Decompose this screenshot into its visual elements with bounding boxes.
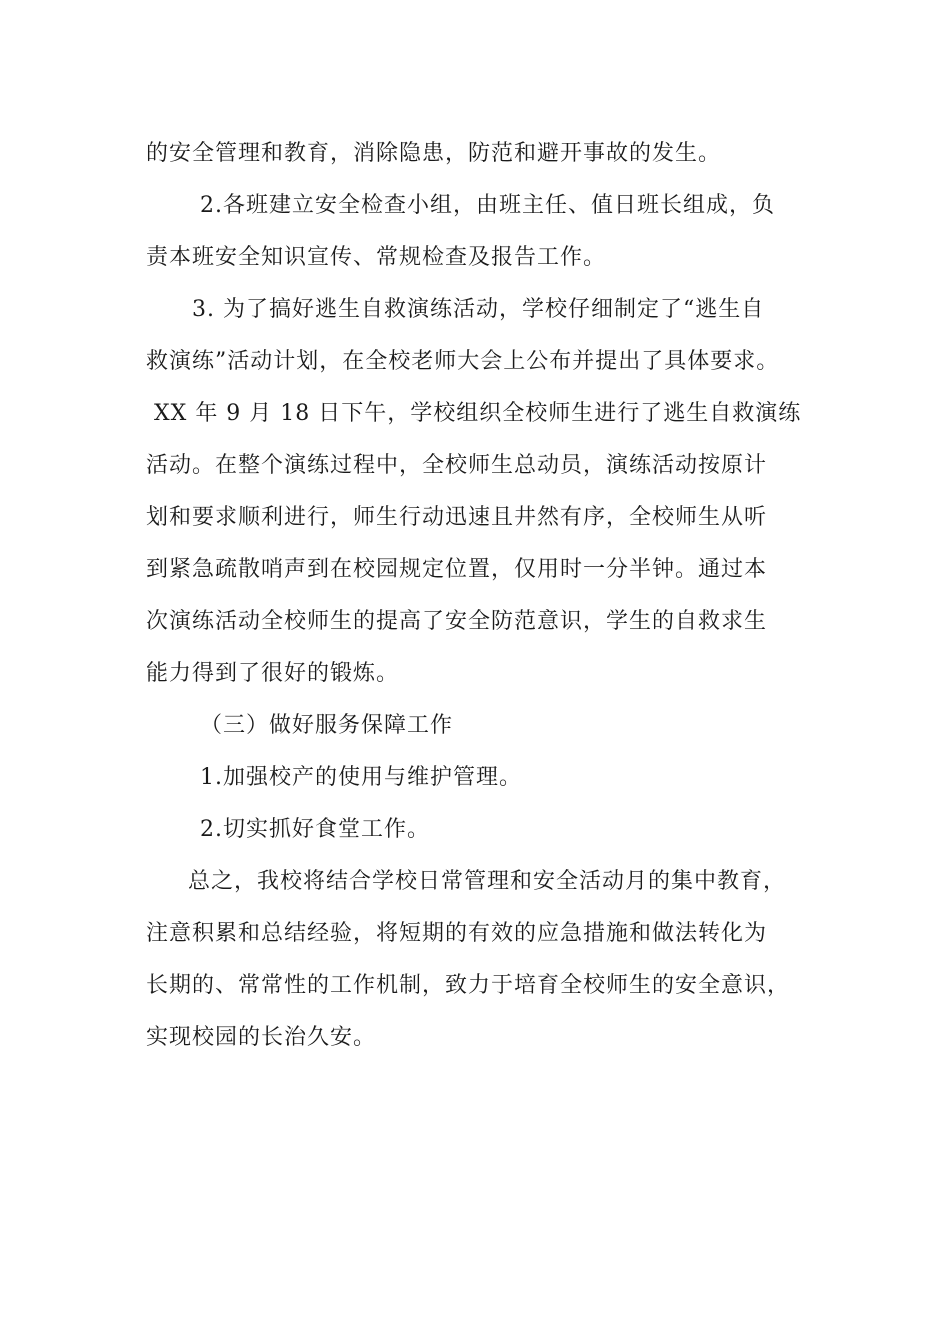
- text-line: 2.切实抓好食堂工作。: [200, 817, 430, 842]
- text-line: 2.各班建立安全检查小组，由班主任、值日班长组成，负: [200, 193, 775, 218]
- text-line: 次演练活动全校师生的提高了安全防范意识，学生的自救求生: [146, 609, 768, 634]
- text-line: 注意积累和总结经验，将短期的有效的应急措施和做法转化为: [146, 921, 768, 946]
- text-line: 的安全管理和教育，消除隐患，防范和避开事故的发生。: [146, 141, 722, 166]
- text-line: 长期的、常常性的工作机制，致力于培育全校师生的安全意识，: [146, 973, 791, 998]
- text-line: 总之，我校将结合学校日常管理和安全活动月的集中教育，: [188, 869, 787, 894]
- document-body: [146, 128, 826, 1064]
- text-line: 到紧急疏散哨声到在校园规定位置，仅用时一分半钟。通过本: [146, 557, 768, 582]
- text-line: 救演练”活动计划，在全校老师大会上公布并提出了具体要求。: [146, 349, 780, 374]
- text-line: 能力得到了很好的锻炼。: [146, 661, 400, 686]
- text-line: 活动。在整个演练过程中，全校师生总动员，演练活动按原计: [146, 453, 768, 478]
- text-line: 划和要求顺利进行，师生行动迅速且井然有序，全校师生从听: [146, 505, 768, 530]
- text-line: XX 年 9 月 18 日下午，学校组织全校师生进行了逃生自救演练: [154, 401, 802, 426]
- text-line: 3. 为了搞好逃生自救演练活动，学校仔细制定了“逃生自: [192, 297, 765, 322]
- text-line: 实现校园的长治久安。: [146, 1025, 377, 1050]
- text-line: 1.加强校产的使用与维护管理。: [200, 765, 522, 790]
- section-heading: （三）做好服务保障工作: [200, 713, 454, 738]
- text-line: 责本班安全知识宣传、常规检查及报告工作。: [146, 245, 607, 270]
